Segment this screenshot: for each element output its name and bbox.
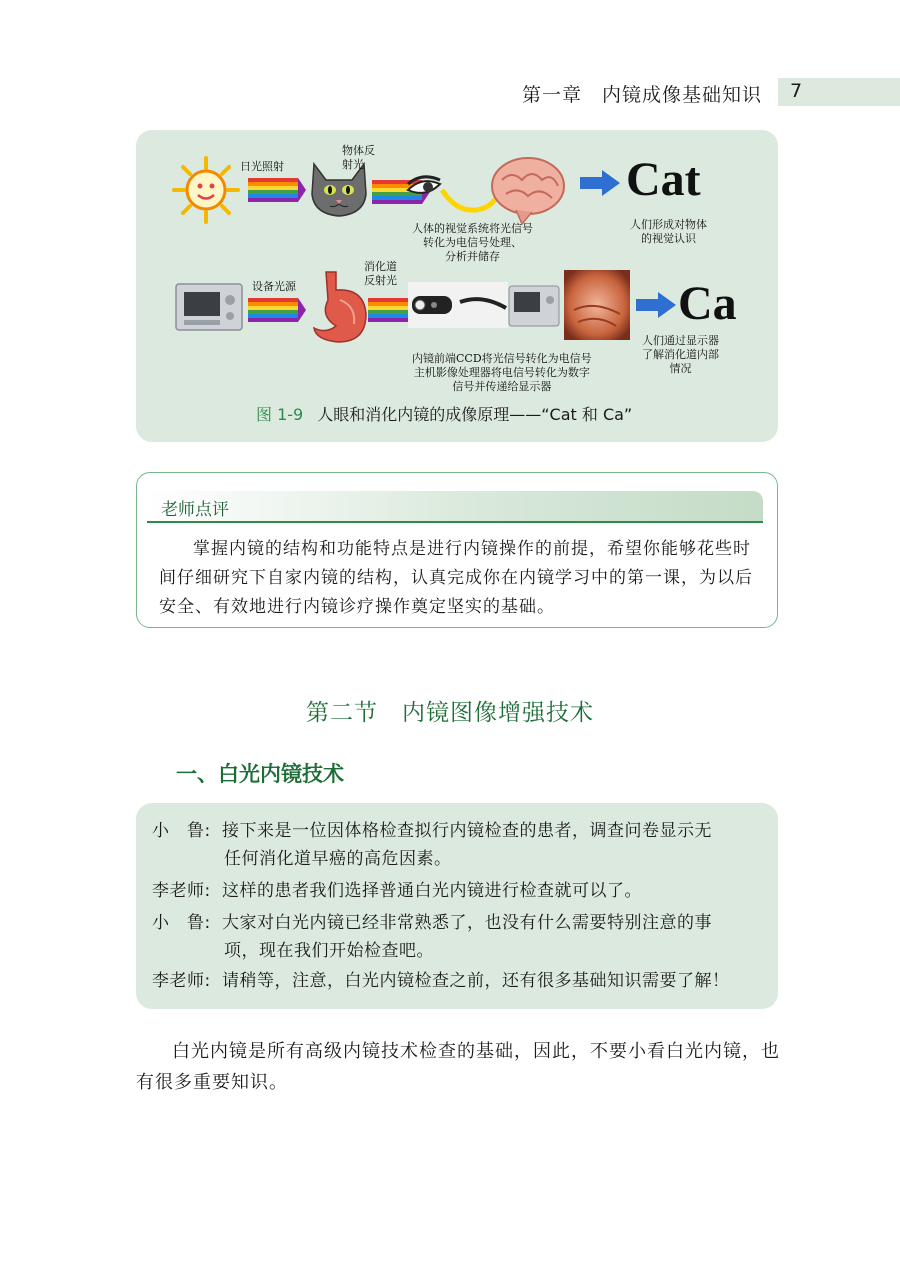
chapter-title: 第一章 内镜成像基础知识 [521,84,762,106]
dialog-text: 请稍等，注意，白光内镜检查之前，还有很多基础知识需要了解！ [222,971,730,991]
light-beam-3 [248,298,306,326]
label-reflect-2-line1: 消化道 [364,260,397,273]
label-result-2-line3: 情况 [669,362,692,375]
body-paragraph: 白光内镜是所有高级内镜技术检查的基础，因此，不要小看白光内镜，也有很多重要知识。 [136,1041,780,1093]
dialog-line [152,817,712,845]
label-vision [412,222,533,264]
label-ccd-line1: 内镜前端CCD将光信号转化为电信号 [412,352,592,365]
figure-caption-text: 人眼和消化内镜的成像原理——“Cat 和 Ca” [317,405,633,424]
figure-caption [256,402,632,425]
speaker-name: 李老师: [152,881,211,901]
label-result-2-line2: 了解消化道内部 [642,348,719,361]
eye-brain-illustration [406,150,566,230]
speaker-name: 小 鲁: [152,913,211,933]
dialog-line [152,909,712,937]
label-result-2-line1: 人们通过显示器 [642,334,719,347]
label-reflect-2-line2: 反射光 [364,274,397,287]
label-reflect-1 [342,144,375,172]
dialog-text: 大家对白光内镜已经非常熟悉了，也没有什么需要特别注意的事 [222,913,712,933]
page-number: 7 [790,80,803,102]
arrow-right-icon [580,170,620,196]
label-source: 设备光源 [252,280,296,293]
label-ccd [412,352,592,394]
label-result-2 [642,334,719,376]
label-result-1-line2: 的视觉认识 [641,232,696,245]
label-ccd-line2: 主机影像处理器将电信号转化为数字 [413,366,590,379]
label-reflect-2 [364,260,397,288]
page-header [300,78,900,108]
result-word-cat: Cat [626,153,701,206]
label-ccd-line3: 信号并传递给显示器 [452,380,552,393]
dialog-line [152,967,730,995]
section-title: 第二节 内镜图像增强技术 [306,700,594,726]
dialog-text-continued: 任何消化道早癌的高危因素。 [224,849,452,869]
label-vision-line3: 分析并储存 [445,250,500,263]
speaker-name: 李老师: [152,971,211,991]
label-sunlight: 日光照射 [240,160,284,173]
label-result-1 [630,218,707,246]
label-reflect-1-line2: 射光 [342,158,364,171]
subsection-title: 一、白光内镜技术 [176,761,344,786]
result-word-ca: Ca [678,277,737,330]
dialog-box [136,803,778,1009]
stomach-illustration [306,270,370,346]
dialog-text-continued: 项，现在我们开始检查吧。 [224,941,434,961]
teacher-comment-title: 老师点评 [161,500,229,520]
processor-image-2 [508,280,560,330]
endoscope-processor-image [174,276,246,336]
teacher-comment-body: 掌握内镜的结构和功能特点是进行内镜操作的前提，希望你能够花些时间仔细研究下自家内镜的结构，认真完成你在内镜学习中的第一课，为以后安全、有效地进行内镜诊疗操作奠定坚实的基础。 [159,539,753,617]
label-vision-line1: 人体的视觉系统将光信号 [412,222,533,235]
endoscope-cable-image [458,282,508,328]
endoscope-tip-image [408,282,458,328]
teacher-comment-box [136,472,778,628]
speaker-name: 小 鲁: [152,821,211,841]
dialog-text: 接下来是一位因体格检查拟行内镜检查的患者，调查问卷显示无 [222,821,712,841]
figure-number: 图 1-9 [256,405,304,424]
label-vision-line2: 转化为电信号处理、 [423,236,522,249]
arrow-right-icon-2 [636,292,676,318]
label-reflect-1-line1: 物体反 [342,144,375,157]
figure-1-9 [136,130,778,442]
sun-illustration [172,156,240,224]
light-beam-1 [248,178,306,206]
dialog-text: 这样的患者我们选择普通白光内镜进行检查就可以了。 [222,881,642,901]
label-result-1-line1: 人们形成对物体 [630,218,707,231]
dialog-line [152,877,642,905]
teacher-comment-header [147,491,763,523]
endoscopic-view-image [564,270,630,340]
